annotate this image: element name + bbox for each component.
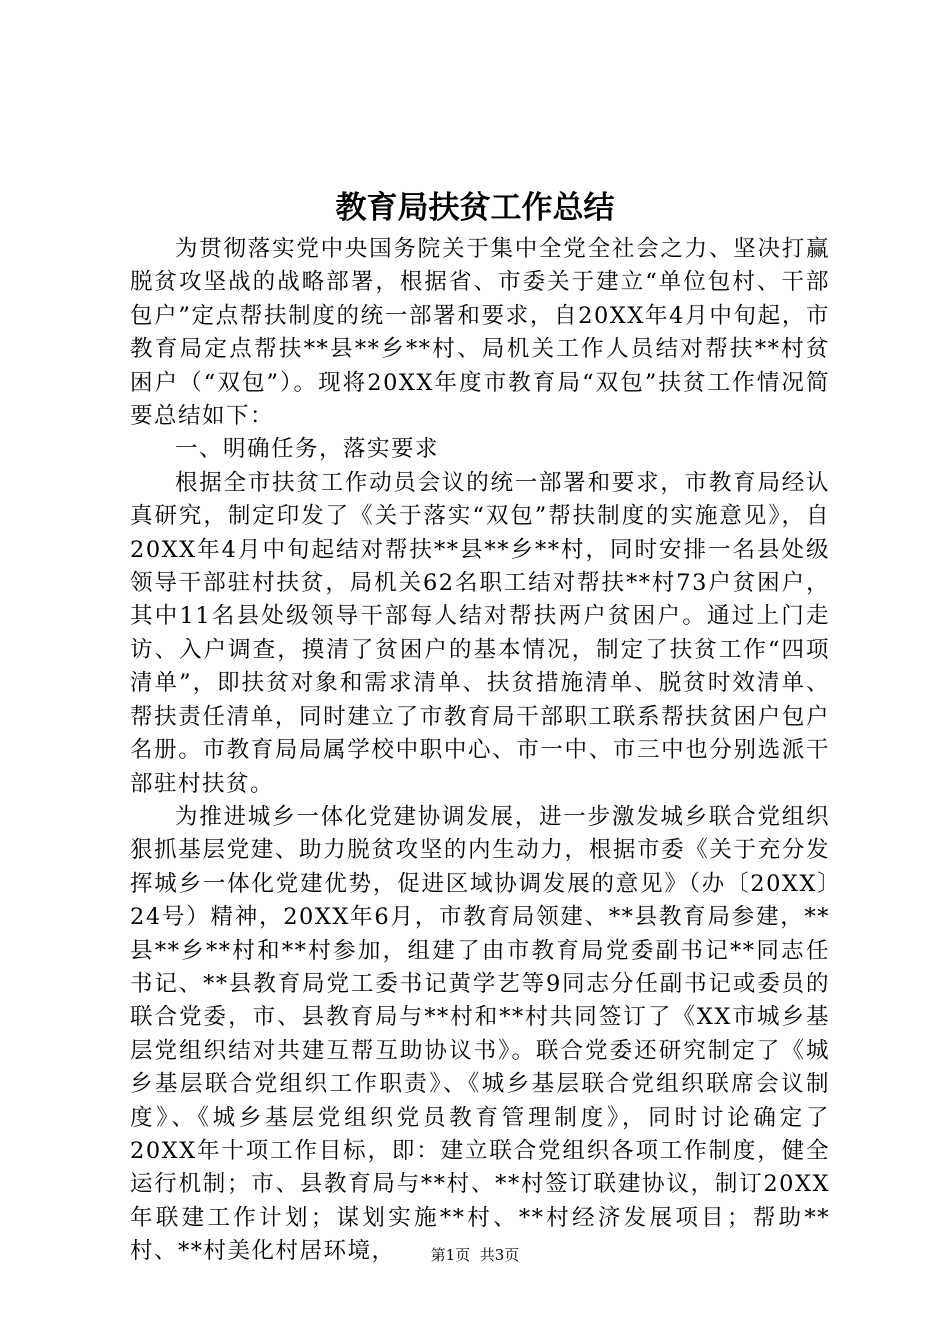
document-title: 教育局扶贫工作总结	[335, 190, 615, 226]
section-heading-1: 一、明确任务，落实要求	[175, 436, 440, 463]
page-number: 第1页	[430, 1246, 471, 1264]
paragraph-party-building: 为推进城乡一体化党建协调发展，进一步激发城乡联合党组织狠抓基层党建、助力脱贫攻坚的内生动力，根据市委《关于充分发挥城乡一体化党建优势，促进区域协调发展的意见》（办〔20XX〕24号）精神，20XX年6月，市教育局领建、**县教育局参建，**县**乡**村和**村参加，组建了由市教育局党委副书记**同志任书记、**县教育局党工委书记黄学艺等9同志分任副书记或委员的联合党委，市、县教育局与**村和**村共同签订了《XX市城乡基层党组织结对共建互帮互助协议书》。联合党委还研究制定了《城乡基层联合党组织工作职责》、《城乡基层联合党组织联席会议制度》、《城乡基层党组织党员教育管理制度》，同时讨论确定了20XX年十项工作目标，即：建立联合党组织各项工作制度，健全运行机制；市、县教育局与**村、**村签订联建协议，制订20XX年联建工作计划；谋划实施**村、**村经济发展项目；帮助**村、**村美化村居环境，	[130, 803, 830, 1265]
document-body	[130, 233, 830, 1269]
page-total: 共3页	[479, 1246, 520, 1264]
paragraph-tasks: 根据全市扶贫工作动员会议的统一部署和要求，市教育局经认真研究，制定印发了《关于落实“双包”帮扶制度的实施意见》，自20XX年4月中旬起结对帮扶**县**乡**村，同时安排一名县处级领导干部驻村扶贫，局机关62名职工结对帮扶**村73户贫困户，其中11名县处级领导干部每人结对帮扶两户贫困户。通过上门走访、入户调查，摸清了贫困户的基本情况，制定了扶贫工作“四项清单”，即扶贫对象和需求清单、扶贫措施清单、脱贫时效清单、帮扶责任清单，同时建立了市教育局干部职工联系帮扶贫困户包户名册。市教育局局属学校中职中心、市一中、市三中也分别选派干部驻村扶贫。	[130, 469, 830, 797]
page-footer	[0, 1243, 950, 1267]
paragraph-intro: 为贯彻落实党中央国务院关于集中全党全社会之力、坚决打赢脱贫攻坚战的战略部署，根据省、市委关于建立“单位包村、干部包户”定点帮扶制度的统一部署和要求，自20XX年4月中旬起，市教育局定点帮扶**县**乡**村、局机关工作人员结对帮扶**村贫困户（“双包”）。现将20XX年度市教育局“双包”扶贫工作情况简要总结如下：	[130, 236, 830, 430]
